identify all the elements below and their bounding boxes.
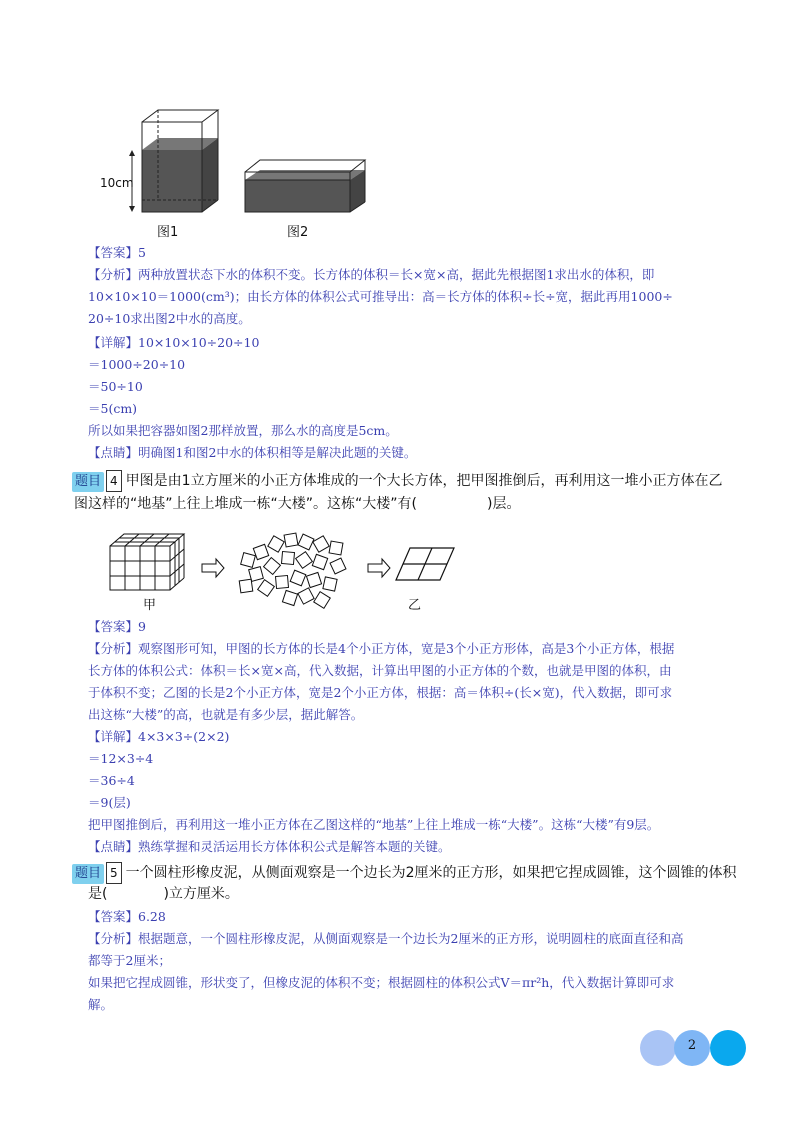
question-4-text1: 甲图是由1立方厘米的小正方体堆成的一个大长方体，把甲图推倒后，再利用这一堆小正方体在乙 (125, 473, 723, 489)
question-5-line2: 是( )立方厘米。 (88, 886, 239, 902)
analysis-q3-3: 20÷10求出图2中水的高度。 (88, 311, 251, 326)
arrow-right-icon (202, 559, 224, 577)
detail-q4-3: ＝36÷4 (88, 773, 135, 788)
question-number: 4 (106, 470, 122, 492)
tip-q4: 【点睛】熟练掌握和灵活运用长方体体积公式是解答本题的关键。 (88, 839, 451, 854)
detail-q4-2: ＝12×3÷4 (88, 751, 154, 766)
figure1-caption: 图1 (157, 225, 179, 240)
page-indicator (638, 1030, 758, 1066)
water-fill-fig1 (142, 150, 202, 212)
detail-q3-4: ＝5(cm) (88, 401, 138, 416)
answer-q4: 【答案】9 (88, 619, 146, 634)
question-number: 5 (106, 862, 122, 884)
question-badge: 题目 (72, 864, 104, 884)
detail-q4-1: 【详解】4×3×3÷(2×2) (88, 729, 230, 744)
question-badge: 题目 (72, 472, 104, 492)
cuboid-jia (110, 534, 184, 590)
detail-q4-5: 把甲图推倒后，再利用这一堆小正方体在乙图这样的“地基”上往上堆成一栋“大楼”。这栋“大楼”有9层。 (88, 817, 660, 832)
arrow-right-icon (368, 559, 390, 577)
label-yi: 乙 (408, 598, 422, 613)
analysis-q3-2: 10×10×10＝1000(cm³)；由长方体的体积公式可推导出：高＝长方体的体积÷长÷宽，据此再用1000÷ (88, 289, 673, 304)
question-4-line1 (72, 470, 723, 492)
label-jia: 甲 (143, 598, 157, 613)
scattered-cubes (239, 533, 346, 608)
answer-q5: 【答案】6.28 (88, 909, 166, 924)
analysis-q4-2: 长方体的体积公式：体积＝长×宽×高，代入数据，计算出甲图的小正方体的个数，也就是甲图的体积，由 (88, 663, 672, 678)
tip-q3: 【点睛】明确图1和图2中水的体积相等是解决此题的关键。 (88, 445, 417, 460)
detail-q3-5: 所以如果把容器如图2那样放置，那么水的高度是5cm。 (88, 423, 398, 438)
figure2-caption: 图2 (287, 225, 309, 240)
dimension-label: 10cm (100, 176, 134, 190)
detail-q3-3: ＝50÷10 (88, 379, 143, 394)
water-side-fig1 (202, 138, 218, 212)
detail-q3-2: ＝1000÷20÷10 (88, 357, 186, 372)
detail-q3-1: 【详解】10×10×10÷20÷10 (88, 335, 260, 350)
base-yi (396, 548, 454, 580)
question-4-line2: 图这样的“地基”上往上堆成一栋“大楼”。这栋“大楼”有( )层。 (74, 496, 521, 512)
analysis-q5-2: 都等于2厘米； (88, 953, 171, 968)
analysis-q4-4: 出这栋“大楼”的高，也就是有多少层，据此解答。 (88, 707, 364, 722)
detail-q4-4: ＝9(层) (88, 795, 131, 810)
analysis-q5-1: 【分析】根据题意，一个圆柱形橡皮泥，从侧面观察是一个边长为2厘米的正方形，说明圆柱的底面直径和高 (88, 931, 684, 946)
question-5-line1 (72, 862, 737, 884)
analysis-q5-4: 解。 (88, 997, 114, 1012)
analysis-q4-1: 【分析】观察图形可知，甲图的长方体的长是4个小正方体，宽是3个小正方形体，高是3个小正方体，根据 (88, 641, 675, 656)
water-fill-fig2 (245, 180, 350, 212)
answer-q3: 【答案】5 (88, 245, 146, 260)
figure-containers (100, 98, 380, 243)
question-5-text1: 一个圆柱形橡皮泥，从侧面观察是一个边长为2厘米的正方形，如果把它捏成圆锥，这个圆锥的体积 (125, 865, 737, 881)
analysis-q3-1: 【分析】两种放置状态下水的体积不变。长方体的体积＝长×宽×高，据此先根据图1求出水的体积，即 (88, 267, 655, 282)
analysis-q5-3: 如果把它捏成圆锥，形状变了，但橡皮泥的体积不变；根据圆柱的体积公式V＝πr²h，代入数据计算即可求 (88, 975, 675, 990)
container-figures (100, 98, 380, 243)
page-number: 2 (687, 1038, 697, 1053)
analysis-q4-3: 于体积不变；乙图的长是2个小正方体，宽是2个小正方体，根据：高＝体积÷(长×宽)，代入数据，即可求 (88, 685, 673, 700)
